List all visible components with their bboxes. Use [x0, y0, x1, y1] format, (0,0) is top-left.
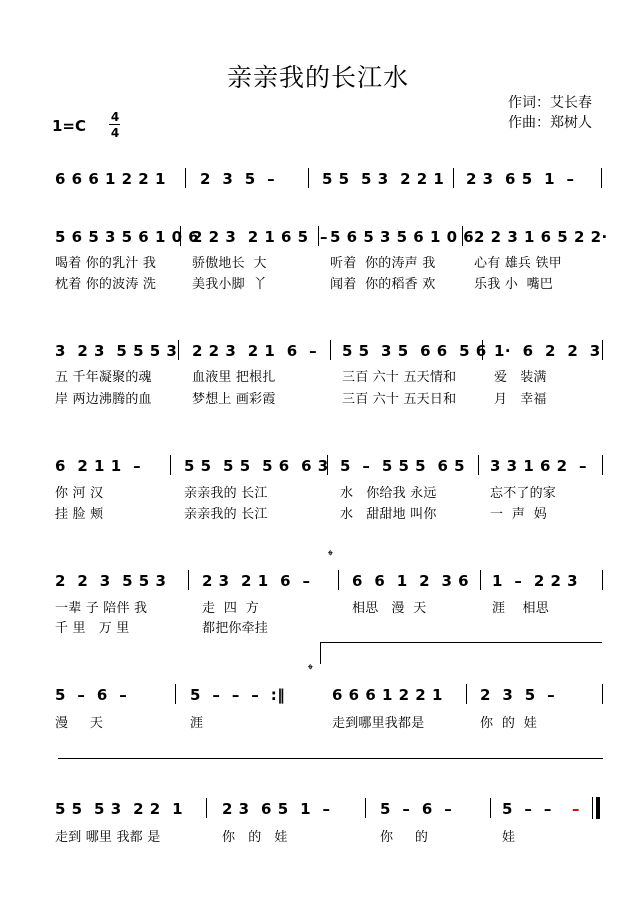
lyric-7-3a: 你 的 [380, 830, 429, 845]
barline [338, 570, 339, 590]
barline [330, 340, 331, 360]
lyric-4-2a: 亲亲我的 长江 [184, 486, 268, 501]
measure-4-4: 3 3 1 6 2 – [490, 457, 588, 475]
lyric-3-3a: 三百 六十 五天情和 [342, 370, 457, 385]
measure-7-1: 5 5 5 3 2 2 1 [55, 800, 184, 818]
barline [178, 340, 179, 360]
lyric-2-2b: 美我小脚 丫 [192, 277, 267, 292]
barline [170, 455, 171, 475]
time-signature-top: 4 [110, 110, 120, 124]
lyric-6-4a: 你 的 娃 [480, 716, 537, 731]
lyricist-credit: 作词：艾长春 [508, 95, 592, 111]
measure-2-4: 2 2 3 1 6 5 2 2· [474, 228, 608, 246]
lyric-5-2b: 都把你牵挂 [202, 621, 269, 636]
lyric-4-1b: 挂 脸 颊 [55, 507, 104, 522]
barline [602, 340, 603, 360]
lyric-3-1b: 岸 两边沸腾的血 [55, 392, 152, 407]
barline [466, 684, 467, 704]
measure-4-1: 6 2 1 1 – [55, 457, 142, 475]
measure-6-2: 5 – – – :‖ [190, 686, 286, 704]
lyric-3-3b: 三百 六十 五天日和 [342, 392, 457, 407]
lyric-7-4a: 娃 [502, 830, 516, 845]
segno-sign-1: 𝄌 [328, 548, 333, 564]
lyric-5-3a: 相思 漫 天 [352, 601, 427, 616]
separator-line [58, 758, 603, 759]
time-signature-line [109, 124, 120, 125]
measure-1-4: 2 3 6 5 1 – [466, 170, 575, 188]
lyric-2-3b: 闻着 你的稻香 欢 [330, 277, 436, 292]
ending-bracket [320, 642, 602, 643]
measure-6-4: 2 3 5 – [480, 686, 556, 704]
lyric-7-1a: 走到 哪里 我都 是 [55, 830, 161, 845]
lyric-3-2b: 梦想上 画彩霞 [192, 392, 276, 407]
measure-1-2: 2 3 5 – [200, 170, 276, 188]
measure-4-3: 5 – 5 5 5 6 5 [340, 457, 466, 475]
lyric-6-2a: 涯 [190, 716, 204, 731]
key-signature: 1=C [52, 117, 87, 135]
measure-2-3: 5 6 5 3 5 6 1 0 6 [330, 228, 475, 246]
barline [601, 168, 602, 188]
lyric-5-4a: 涯 相思 [492, 601, 549, 616]
song-title: 亲亲我的长江水 [226, 63, 409, 92]
measure-2-2: 2 2 3 2 1 6 5 – [192, 228, 329, 246]
barline [478, 455, 479, 475]
measure-3-1: 3 2 3 5 5 5 3 [55, 342, 178, 360]
measure-1-3: 5 5 5 3 2 2 1 [322, 170, 445, 188]
lyric-4-1a: 你 河 汉 [55, 486, 104, 501]
measure-5-4: 1 – 2 2 3 [492, 572, 579, 590]
measure-3-2: 2 2 3 2 1 6 – [192, 342, 318, 360]
lyric-4-4b: 一 声 妈 [490, 507, 547, 522]
barline [602, 684, 603, 704]
barline [185, 168, 186, 188]
measure-7-2: 2 3 6 5 1 – [222, 800, 331, 818]
measure-4-2: 5 5 5 5 5 6 6 3 [184, 457, 329, 475]
lyric-2-4b: 乐我 小 嘴巴 [474, 277, 553, 292]
measure-2-1: 5 6 5 3 5 6 1 0 6 [55, 228, 200, 246]
lyric-2-3a: 听着 你的涛声 我 [330, 256, 436, 271]
lyric-7-2a: 你 的 娃 [222, 830, 288, 845]
lyric-5-2a: 走 四 方 [202, 601, 259, 616]
lyric-5-1a: 一辈 子 陪伴 我 [55, 601, 148, 616]
lyric-2-2a: 骄傲地长 大 [192, 256, 267, 271]
measure-6-1: 5 – 6 – [55, 686, 128, 704]
measure-6-3: 6 6 6 1 2 2 1 [332, 686, 443, 704]
barline [453, 168, 454, 188]
barline [482, 340, 483, 360]
measure-3-4: 1· 6 2 2 3 [494, 342, 601, 360]
composer-credit: 作曲：郑树人 [508, 115, 592, 131]
lyric-2-1a: 喝着 你的乳汁 我 [55, 256, 157, 271]
lyric-2-4a: 心有 雄兵 铁甲 [474, 256, 562, 271]
barline [206, 798, 207, 818]
barline [365, 798, 366, 818]
barline [318, 226, 319, 246]
lyric-5-1b: 千 里 万 里 [55, 621, 130, 636]
final-barline-thick [596, 797, 600, 819]
final-red-rest: – [572, 800, 580, 818]
lyric-4-3b: 水 甜甜地 叫你 [340, 507, 437, 522]
barline [490, 798, 491, 818]
time-signature-bottom: 4 [110, 126, 120, 140]
barline [175, 684, 176, 704]
barline [188, 570, 189, 590]
barline [602, 455, 603, 475]
ending-bracket-hook [320, 642, 321, 664]
lyric-4-3a: 水 你给我 永远 [340, 486, 437, 501]
measure-5-2: 2 3 2 1 6 – [202, 572, 311, 590]
lyric-4-2b: 亲亲我的 长江 [184, 507, 268, 522]
measure-7-4: 5 – – [502, 800, 552, 818]
barline [602, 570, 603, 590]
segno-sign-2: 𝄌 [308, 662, 313, 678]
lyric-2-1b: 枕着 你的波涛 洗 [55, 277, 157, 292]
lyric-3-2a: 血液里 把根扎 [192, 370, 276, 385]
measure-5-3: 6 6 1 2 3 6 [352, 572, 470, 590]
measure-5-1: 2 2 3 5 5 3 [55, 572, 167, 590]
barline [180, 226, 181, 246]
final-barline-thin [592, 797, 593, 819]
lyric-4-4a: 忘不了的家 [490, 486, 557, 501]
lyric-3-4b: 月 幸福 [494, 392, 547, 407]
measure-3-3: 5 5 3 5 6 6 5 6 [342, 342, 487, 360]
barline [480, 570, 481, 590]
lyric-3-1a: 五 千年凝聚的魂 [55, 370, 152, 385]
measure-1-1: 6 6 6 1 2 2 1 [55, 170, 166, 188]
measure-7-3: 5 – 6 – [380, 800, 453, 818]
lyric-6-1a: 漫 天 [55, 716, 104, 731]
barline [462, 226, 463, 246]
lyric-6-3a: 走到哪里我都是 [332, 716, 425, 731]
lyric-3-4a: 爱 装满 [494, 370, 547, 385]
barline [308, 168, 309, 188]
barline [327, 455, 328, 475]
